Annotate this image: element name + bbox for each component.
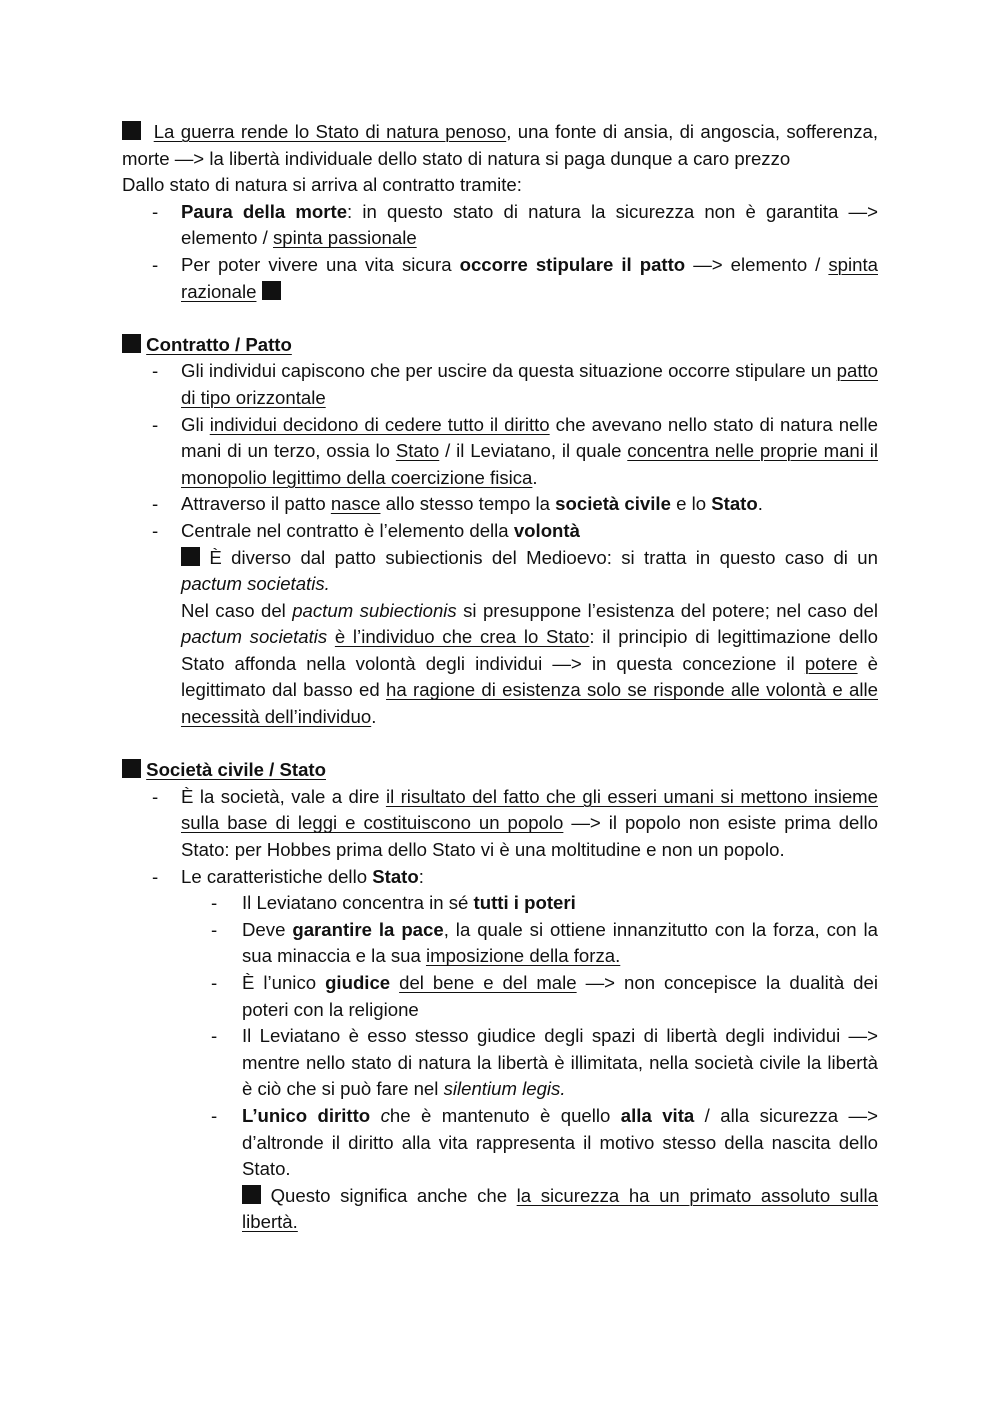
spacer <box>122 731 878 758</box>
text: È la società, vale a dire <box>181 785 386 807</box>
list-item <box>122 252 878 305</box>
text <box>390 972 399 993</box>
list-item <box>122 518 878 731</box>
text: he è mantenuto è quello <box>389 1104 621 1126</box>
text: : il principio di legittimazione dello Stato affonda nella volontà degli individui —> in questa concezione il <box>181 626 878 674</box>
underlined-text: patto di tipo orizzontale <box>181 360 878 408</box>
sublist-caratteristiche <box>181 890 878 1236</box>
italic-text: silentium legis. <box>443 1078 566 1100</box>
text: che avevano nello stato di natura nelle mani di un terzo, ossia lo <box>181 413 879 462</box>
text: Le caratteristiche dello <box>181 865 373 887</box>
bold-text: L’unico diritto <box>242 1104 371 1126</box>
bold-text: Stato <box>372 865 419 887</box>
bold-text: Paura della morte <box>181 200 348 222</box>
text: / alla sicurezza —> d’altronde il diritto alla vita rappresenta il motivo stesso della nascita dello Stato. <box>242 1104 878 1180</box>
underlined-text: imposizione della forza. <box>425 945 621 967</box>
text: Nel caso del <box>181 599 293 621</box>
underlined-text: potere <box>804 652 858 674</box>
text <box>370 1105 380 1126</box>
text: Il Leviatano concentra in sé <box>242 892 474 914</box>
text: Il Leviatano è esso stesso giudice degli spazi di libertà degli individui —> mentre nello stato di natura la libertà è illimitata, nella società civile la libertà è ciò che si può fare nel <box>242 1025 878 1100</box>
text: . <box>532 466 538 488</box>
section-heading-contratto <box>122 332 878 359</box>
text: Deve <box>242 918 293 940</box>
text: Centrale nel contratto è l’elemento della <box>181 519 514 541</box>
text: : in questo stato di natura la sicurezza non è garantita —> elemento / <box>181 200 878 249</box>
text: è legittimato dal basso ed <box>181 652 879 701</box>
bold-text: tutti i poteri <box>473 892 576 914</box>
text: È diverso dal patto subiectionis del Medioevo: si tratta in questo caso di un <box>200 546 878 568</box>
sublist-item <box>181 1103 878 1236</box>
text: Per poter vivere una vita sicura <box>181 253 460 275</box>
list-item <box>122 199 878 252</box>
black-square-marker <box>122 121 141 140</box>
list-item <box>122 864 878 1236</box>
bold-text: occorre stipulare il patto <box>459 253 686 275</box>
text: / il Leviatano, il quale <box>439 440 628 462</box>
bold-text: Stato <box>711 493 758 515</box>
underlined-text: ha ragione di esistenza solo se risponde alle volontà e alle necessità dell’individuo <box>181 679 878 728</box>
text: Gli <box>181 413 210 435</box>
text: È l’unico <box>242 972 326 993</box>
italic-text: pactum societatis <box>181 626 328 648</box>
italic-text: c <box>380 1104 390 1126</box>
sublist-item <box>181 917 878 970</box>
bold-text: garantire la pace <box>292 918 444 940</box>
underlined-text: individui decidono di cedere tutto il diritto <box>209 413 550 435</box>
underlined-text: del bene e del male <box>399 972 577 993</box>
heading-text: Contratto / Patto <box>146 333 292 355</box>
sublist-item <box>181 970 878 1023</box>
document-page <box>122 119 878 1236</box>
list-item <box>122 491 878 518</box>
black-square-marker <box>122 759 141 778</box>
text: . <box>757 493 763 515</box>
text: , una fonte di ansia, di angoscia, sofferenza, morte —> la libertà individuale dello stato di natura si paga dunque a caro prezzo <box>122 121 879 169</box>
paragraph-war <box>122 119 878 172</box>
text: Gli individui capiscono che per uscire da questa situazione occorre stipulare un <box>181 360 837 382</box>
underlined-text: il risultato del fatto che gli esseri umani si mettono insieme sulla base di leggi e costituiscono un popolo <box>181 785 879 834</box>
spacer <box>122 305 878 332</box>
list-item <box>122 412 878 492</box>
italic-text: pactum societatis. <box>181 573 330 595</box>
text: —> non concepisce la dualità dei poteri con la religione <box>242 972 878 1020</box>
heading-text: Società civile / Stato <box>146 759 326 781</box>
text: —> il popolo non esiste prima dello Stato: per Hobbes prima dello Stato vi è una moltitudine e non un popolo. <box>181 812 878 861</box>
text: , la quale si ottiene innanzitutto con la forza, con la sua minaccia e la sua <box>242 918 878 967</box>
text: Questo significa anche che <box>261 1184 517 1206</box>
black-square-marker <box>122 334 141 353</box>
sublist-item <box>181 890 878 917</box>
list-item <box>122 358 878 411</box>
underlined-text: spinta razionale <box>181 253 878 302</box>
bold-text: alla vita <box>620 1104 695 1126</box>
list-contratto <box>122 358 878 730</box>
black-square-marker <box>181 547 200 566</box>
text: si presuppone l’esistenza del potere; nel caso del <box>456 599 878 621</box>
text: Attraverso il patto <box>181 493 331 515</box>
text <box>327 626 335 647</box>
list-item <box>122 784 878 864</box>
section-heading-societa <box>122 757 878 784</box>
list-transition <box>122 199 878 305</box>
underlined-text: è l’individuo che crea lo Stato <box>334 626 590 648</box>
black-square-marker <box>262 281 281 300</box>
italic-text: pactum subiectionis <box>292 599 457 621</box>
text: e lo <box>670 493 712 515</box>
underlined-text: La guerra rende lo Stato di natura penoso <box>153 121 507 142</box>
underlined-text: la sicurezza ha un primato assoluto sulla libertà. <box>242 1184 878 1233</box>
bold-text: società civile <box>555 493 671 515</box>
underlined-text: Stato <box>395 440 440 462</box>
text: . <box>371 706 377 728</box>
underlined-text: spinta passionale <box>273 227 417 249</box>
bold-text: giudice <box>325 972 391 993</box>
text: : <box>418 865 424 887</box>
sublist-item <box>181 1023 878 1103</box>
black-square-marker <box>242 1185 261 1204</box>
paragraph-intro: Dallo stato di natura si arriva al contratto tramite: <box>122 174 522 196</box>
text: —> elemento / <box>685 253 829 275</box>
underlined-text: concentra nelle proprie mani il monopolio legittimo della coercizione fisica <box>181 440 878 488</box>
bold-text: volontà <box>513 519 580 541</box>
underlined-text: nasce <box>330 493 381 515</box>
text: allo stesso tempo la <box>380 493 556 515</box>
list-societa <box>122 784 878 1236</box>
